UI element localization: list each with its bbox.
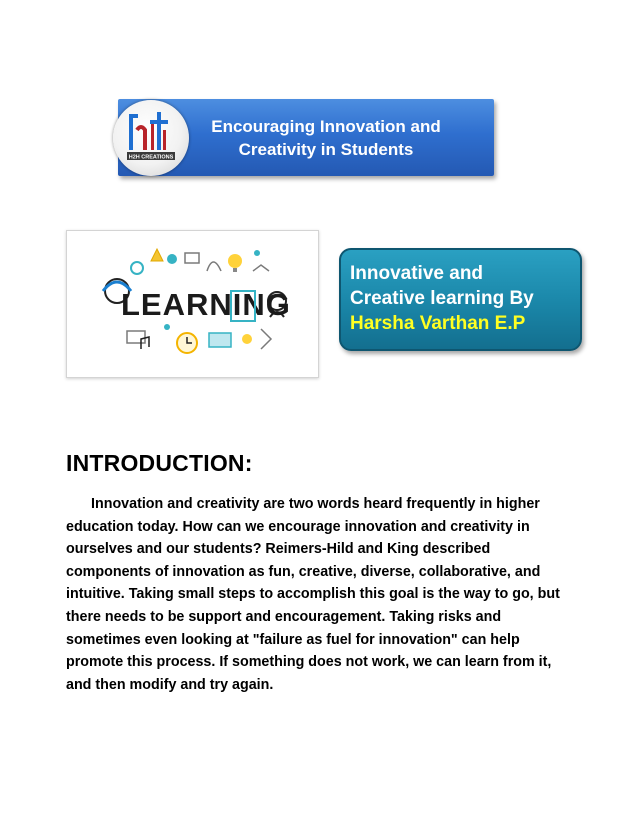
h2h-creations-logo-icon (113, 100, 189, 176)
subtitle-box (339, 248, 582, 351)
author-name: Harsha Varthan E.P (350, 313, 526, 334)
subtitle-line-1: Innovative and (350, 263, 484, 284)
subtitle-line-2: Creative learning By (350, 288, 534, 309)
learning-illustration-frame (66, 230, 319, 378)
learning-illustration-icon (67, 231, 318, 377)
subtitle-text (350, 261, 576, 336)
section-heading: INTRODUCTION: (66, 450, 253, 476)
document-title: Encouraging Innovation and Creativity in Students (211, 117, 441, 159)
logo-text: H2H CREATIONS (128, 154, 174, 161)
learning-word: LEARNING (121, 287, 291, 322)
introduction-paragraph: Innovation and creativity are two words heard frequently in higher education today. How can we encourage innovation and creativity in ourselves and our students? Reimers-Hild and King described components of innovation as fun, creative, diverse, collaborative, and intuitive. Taking small steps to accomplish this goal is the way to go, but there needs to be support and encouragement. Taking risks and sometimes even looking at "failure as fuel for innovation" can help promote this process. If something does not work, we can learn from it, and then modify and try again. (66, 496, 560, 693)
